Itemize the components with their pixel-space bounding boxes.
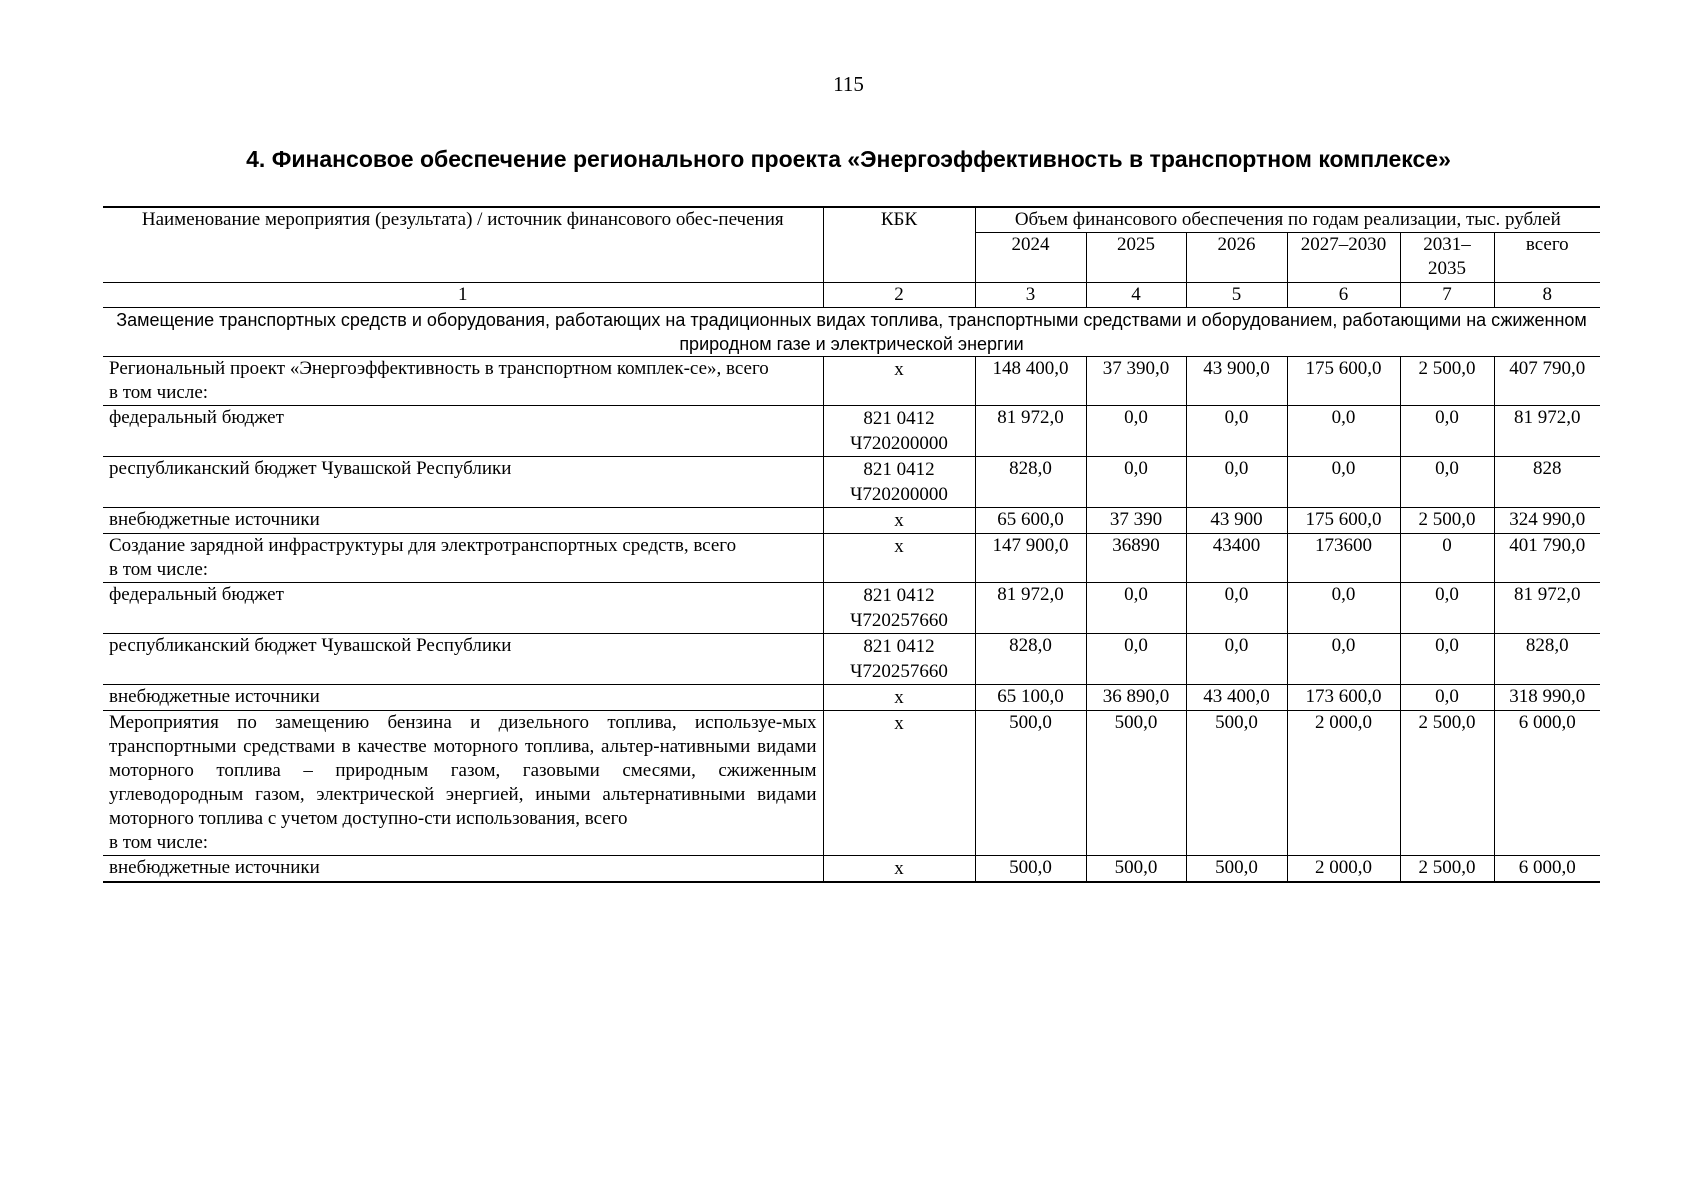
row-name-text: внебюджетные источники (109, 509, 320, 530)
row-value: 500,0 (1086, 711, 1186, 856)
col-number: 6 (1287, 283, 1400, 308)
row-value: 65 600,0 (975, 508, 1086, 534)
header-year-2027-2030: 2027–2030 (1287, 233, 1400, 283)
column-numbers-row (103, 283, 1600, 308)
row-value: 2 500,0 (1400, 508, 1494, 534)
col-number: 2 (823, 283, 975, 308)
row-kbk: х (823, 534, 975, 583)
row-value: 500,0 (975, 711, 1086, 856)
header-total: всего (1494, 233, 1600, 283)
row-name (103, 856, 823, 883)
row-name (103, 508, 823, 534)
row-value: 173600 (1287, 534, 1400, 583)
row-kbk: 821 0412 Ч720257660 (823, 583, 975, 634)
row-kbk: 821 0412 Ч720257660 (823, 634, 975, 685)
row-name-suffix: в том числе: (109, 382, 209, 403)
row-name-suffix: в том числе: (109, 832, 209, 853)
row-value: 175 600,0 (1287, 357, 1400, 406)
row-value: 2 000,0 (1287, 856, 1400, 883)
row-kbk: 821 0412 Ч720200000 (823, 406, 975, 457)
header-year-2024: 2024 (975, 233, 1086, 283)
header-kbk: КБК (823, 207, 975, 283)
row-value: 43 900 (1186, 508, 1287, 534)
row-value: 37 390,0 (1086, 357, 1186, 406)
row-value: 0,0 (1086, 634, 1186, 685)
table-row (103, 856, 1600, 883)
row-value: 828,0 (975, 634, 1086, 685)
table-row (103, 685, 1600, 711)
row-value: 2 500,0 (1400, 856, 1494, 883)
table-row (103, 457, 1600, 508)
row-value: 0,0 (1287, 583, 1400, 634)
row-value: 2 000,0 (1287, 711, 1400, 856)
row-name-text: федеральный бюджет (109, 584, 284, 605)
row-value: 401 790,0 (1494, 534, 1600, 583)
row-kbk: х (823, 856, 975, 883)
row-name (103, 357, 823, 406)
header-year-2025: 2025 (1086, 233, 1186, 283)
row-value: 175 600,0 (1287, 508, 1400, 534)
row-name (103, 711, 823, 856)
row-name-text: внебюджетные источники (109, 857, 320, 878)
row-value: 37 390 (1086, 508, 1186, 534)
row-name-text: федеральный бюджет (109, 407, 284, 428)
row-value: 148 400,0 (975, 357, 1086, 406)
row-name-text: внебюджетные источники (109, 686, 320, 707)
row-value: 0 (1400, 534, 1494, 583)
row-value: 36890 (1086, 534, 1186, 583)
row-value: 0,0 (1400, 457, 1494, 508)
row-value: 81 972,0 (975, 406, 1086, 457)
col-number: 8 (1494, 283, 1600, 308)
row-name-suffix: в том числе: (109, 559, 209, 580)
row-value: 0,0 (1186, 406, 1287, 457)
row-value: 0,0 (1086, 406, 1186, 457)
row-name-text: республиканский бюджет Чувашской Республики (109, 458, 512, 479)
row-value: 65 100,0 (975, 685, 1086, 711)
row-value: 81 972,0 (1494, 406, 1600, 457)
table-row (103, 583, 1600, 634)
row-value: 36 890,0 (1086, 685, 1186, 711)
row-value: 500,0 (1186, 856, 1287, 883)
row-value: 0,0 (1287, 406, 1400, 457)
row-value: 2 500,0 (1400, 711, 1494, 856)
col-number: 3 (975, 283, 1086, 308)
row-value: 147 900,0 (975, 534, 1086, 583)
row-value: 6 000,0 (1494, 711, 1600, 856)
document-title: 4. Финансовое обеспечение регионального проекта «Энергоэффективность в транспортном комплексе» (246, 146, 1451, 172)
row-kbk: х (823, 685, 975, 711)
row-value: 0,0 (1186, 583, 1287, 634)
row-value: 81 972,0 (1494, 583, 1600, 634)
row-name (103, 634, 823, 685)
section-title: Замещение транспортных средств и оборудования, работающих на традиционных видах топлива, транспортными средствами и оборудованием, работающими на сжиженном природном газе и электрической энергии (103, 308, 1600, 357)
row-value: 0,0 (1400, 406, 1494, 457)
col-number: 7 (1400, 283, 1494, 308)
row-name-text: Мероприятия по замещению бензина и дизельного топлива, используе-мых транспортными средствами в качестве моторного топлива, альтер-нативными видами моторного топлива – природным газом, газовыми смесями, сжиженным углеводородным газом, электрической энергией, иными альтернативными видами моторного топлива с учетом доступно-сти использования, всего (109, 712, 817, 829)
row-value: 828,0 (1494, 634, 1600, 685)
page-number: 115 (833, 72, 864, 96)
row-value: 407 790,0 (1494, 357, 1600, 406)
row-value: 0,0 (1186, 457, 1287, 508)
row-value: 318 990,0 (1494, 685, 1600, 711)
table-row (103, 634, 1600, 685)
section-row (103, 308, 1600, 357)
header-year-2026: 2026 (1186, 233, 1287, 283)
row-value: 324 990,0 (1494, 508, 1600, 534)
row-name-text: Создание зарядной инфраструктуры для электротранспортных средств, всего (109, 535, 737, 556)
financing-table (103, 206, 1600, 883)
row-value: 500,0 (975, 856, 1086, 883)
row-kbk: х (823, 357, 975, 406)
row-value: 0,0 (1400, 634, 1494, 685)
row-value: 2 500,0 (1400, 357, 1494, 406)
row-value: 500,0 (1086, 856, 1186, 883)
row-value: 500,0 (1186, 711, 1287, 856)
row-kbk: х (823, 508, 975, 534)
row-value: 173 600,0 (1287, 685, 1400, 711)
row-value: 43400 (1186, 534, 1287, 583)
row-kbk: 821 0412 Ч720200000 (823, 457, 975, 508)
header-name: Наименование мероприятия (результата) / источник финансового обес-печения (103, 207, 823, 283)
row-value: 0,0 (1287, 457, 1400, 508)
row-value: 43 400,0 (1186, 685, 1287, 711)
row-value: 81 972,0 (975, 583, 1086, 634)
row-value: 0,0 (1186, 634, 1287, 685)
row-name (103, 685, 823, 711)
table-row (103, 406, 1600, 457)
row-name (103, 457, 823, 508)
row-value: 0,0 (1086, 583, 1186, 634)
row-value: 828,0 (975, 457, 1086, 508)
row-value: 828 (1494, 457, 1600, 508)
row-value: 0,0 (1400, 685, 1494, 711)
col-number: 4 (1086, 283, 1186, 308)
table-row (103, 357, 1600, 406)
col-number: 1 (103, 283, 823, 308)
row-name (103, 583, 823, 634)
row-name (103, 534, 823, 583)
row-value: 0,0 (1086, 457, 1186, 508)
row-name (103, 406, 823, 457)
row-value: 0,0 (1400, 583, 1494, 634)
row-name-text: Региональный проект «Энергоэффективность в транспортном комплек-се», всего (109, 358, 769, 379)
row-value: 43 900,0 (1186, 357, 1287, 406)
row-value: 0,0 (1287, 634, 1400, 685)
table-row (103, 534, 1600, 583)
row-value: 6 000,0 (1494, 856, 1600, 883)
table-row (103, 508, 1600, 534)
col-number: 5 (1186, 283, 1287, 308)
table-row (103, 711, 1600, 856)
row-name-text: республиканский бюджет Чувашской Республики (109, 635, 512, 656)
header-year-2031-2035: 2031–2035 (1400, 233, 1494, 283)
row-kbk: х (823, 711, 975, 856)
header-volume: Объем финансового обеспечения по годам реализации, тыс. рублей (975, 207, 1600, 233)
